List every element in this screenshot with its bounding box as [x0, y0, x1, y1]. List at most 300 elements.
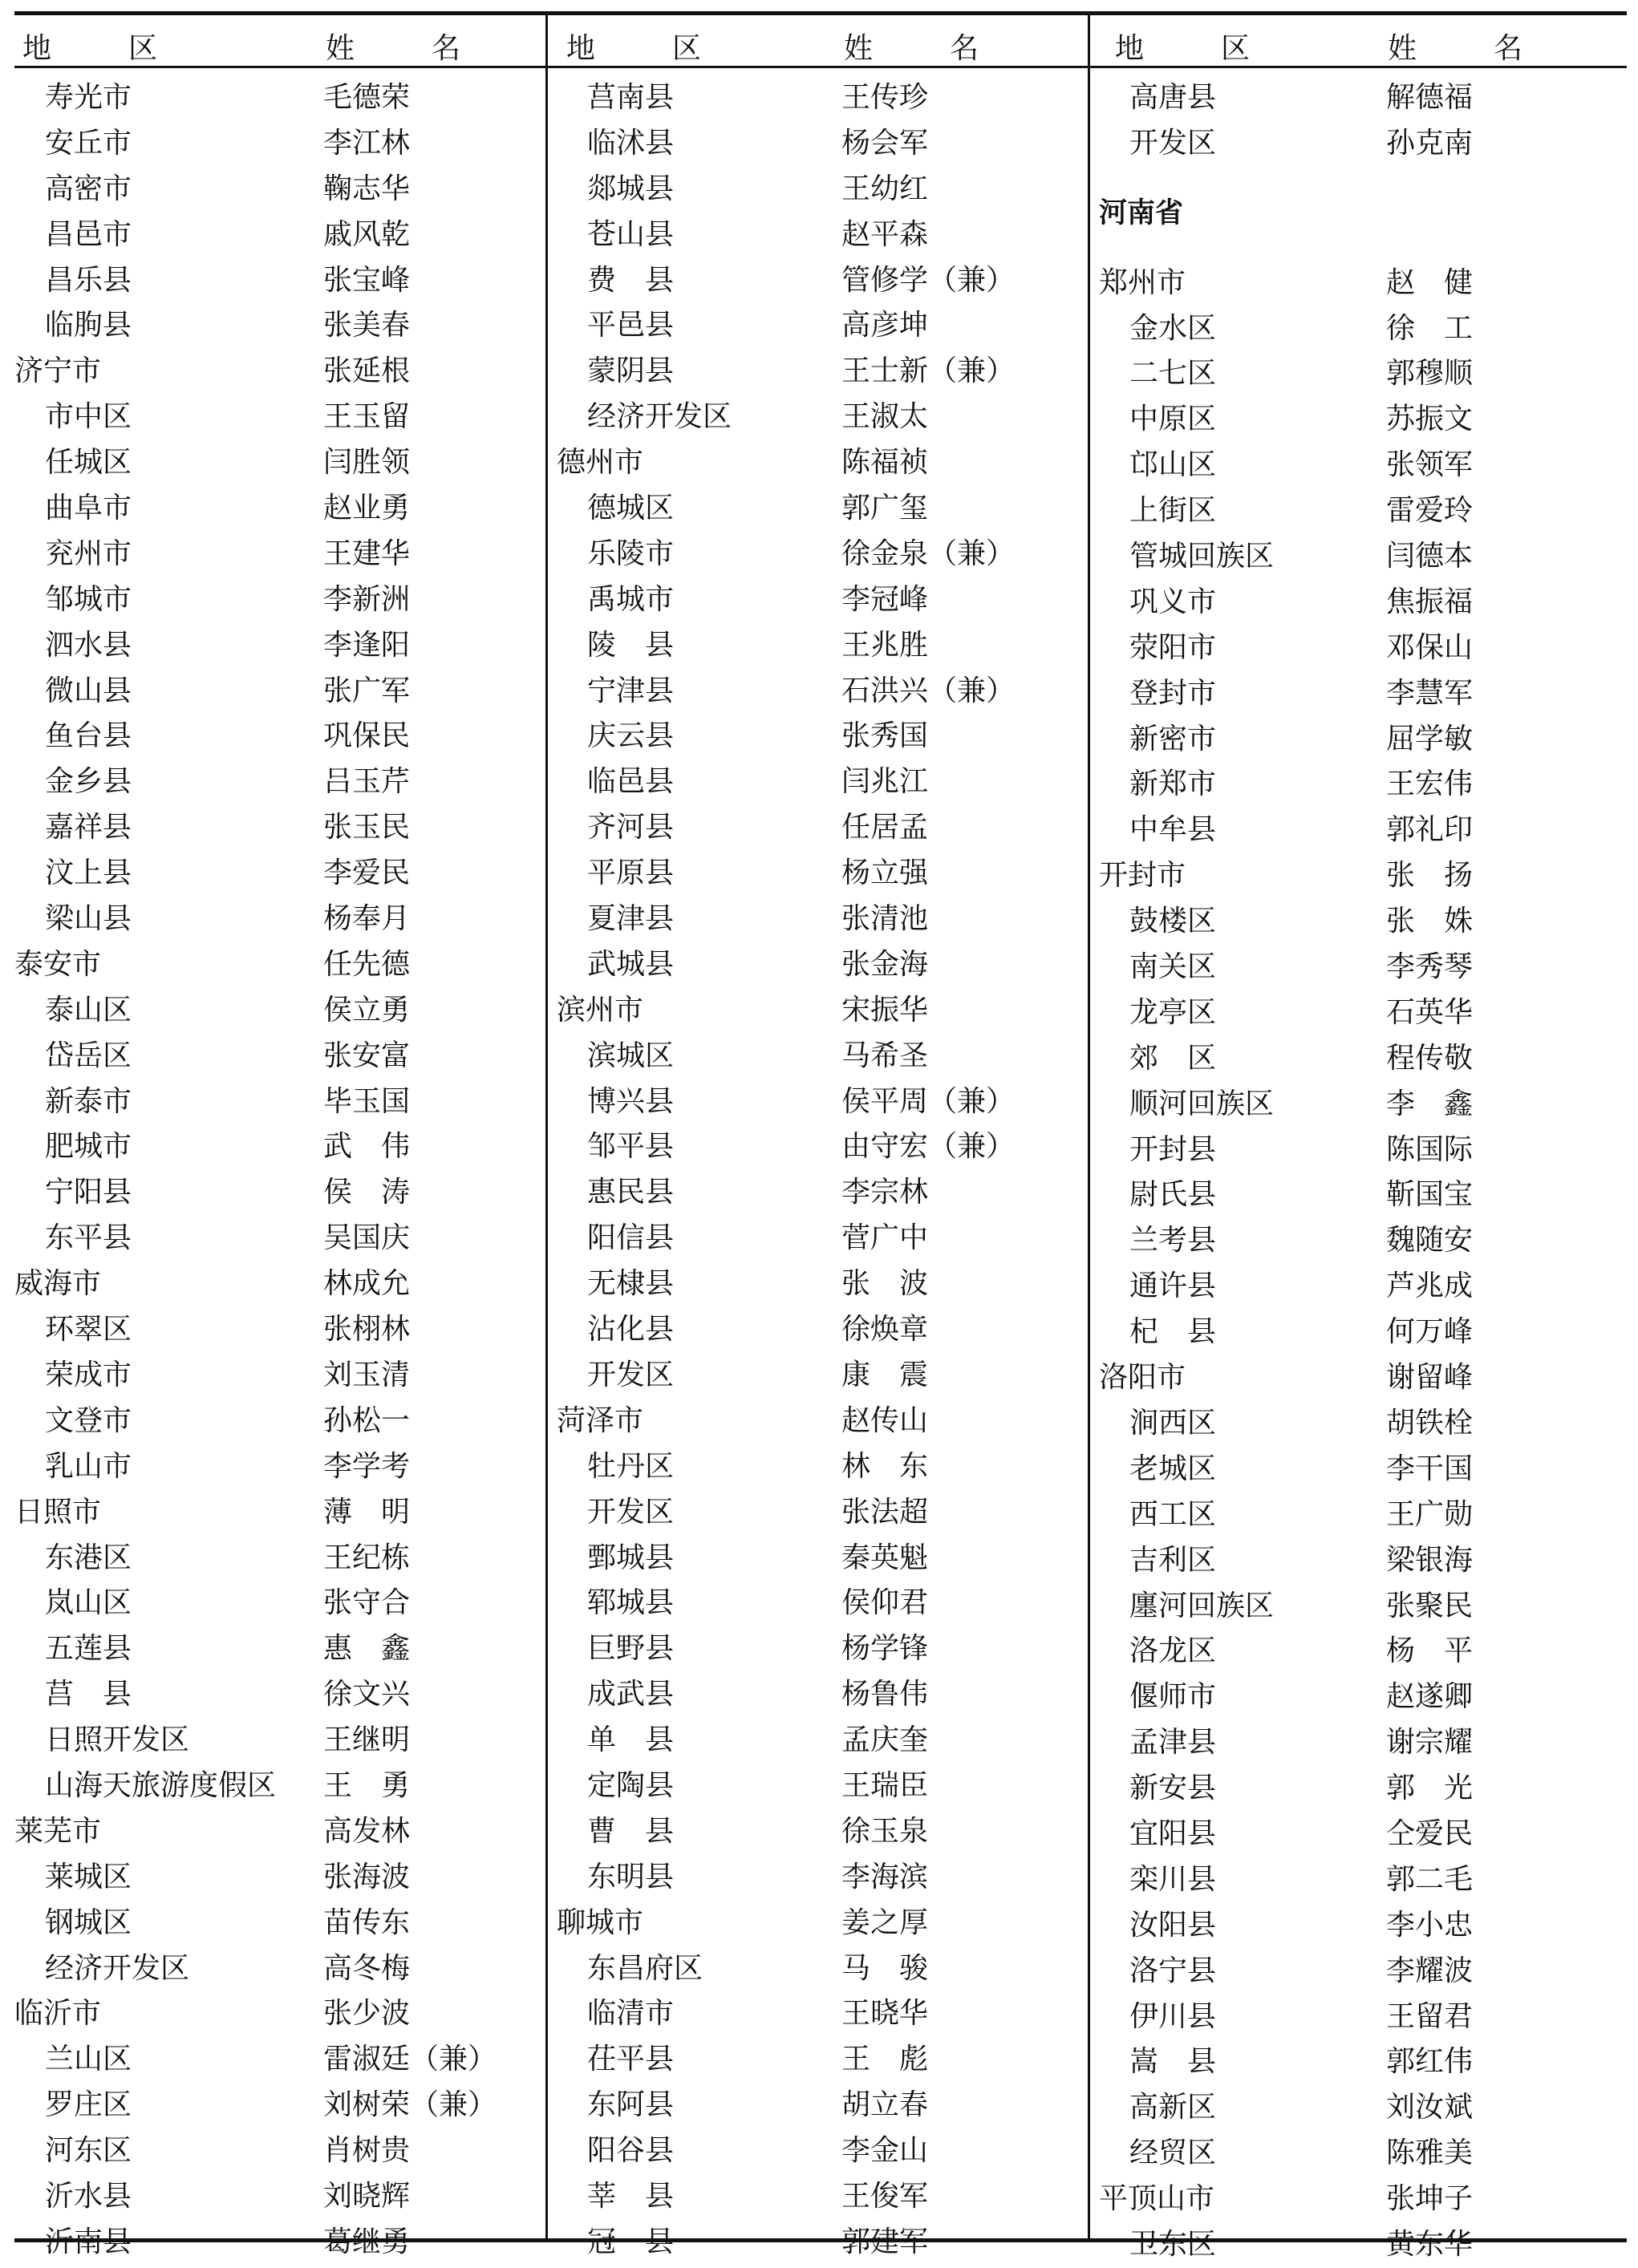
table-row: [1099, 1949, 1627, 1995]
region-cell: 西工区: [1129, 1497, 1217, 1531]
region-cell: 威海市: [14, 1267, 102, 1301]
table-row: [557, 1307, 1086, 1353]
table-row: [557, 1490, 1086, 1536]
table-row: [1099, 1447, 1627, 1492]
name-cell: 李耀波: [1386, 1954, 1474, 1987]
name-cell: 宋振华: [841, 993, 929, 1027]
table-row: [1099, 1995, 1627, 2040]
table-row: [14, 440, 544, 486]
name-cell: 李学考: [323, 1449, 411, 1483]
region-cell: 中牟县: [1129, 813, 1217, 847]
region-cell: 罗庄区: [45, 2088, 132, 2122]
name-cell: 芦兆成: [1386, 1270, 1474, 1303]
region-cell: 禹城市: [587, 582, 675, 616]
region-cell: 金乡县: [45, 765, 132, 799]
name-cell: 李金山: [841, 2134, 929, 2168]
name-cell: 赵平森: [841, 217, 929, 251]
table-row: [1099, 306, 1627, 352]
table-row: [1099, 2085, 1627, 2131]
name-cell: 张守合: [323, 1586, 411, 1620]
table-row: [557, 2037, 1086, 2083]
name-cell: 杨立强: [841, 857, 929, 890]
region-cell: 莘 县: [587, 2179, 675, 2213]
region-cell: 平顶山市: [1099, 2182, 1215, 2216]
name-cell: 邓保山: [1386, 630, 1474, 664]
name-cell: 高彦坤: [841, 309, 929, 342]
table-row: [557, 1809, 1086, 1855]
name-cell: 张聚民: [1386, 1589, 1474, 1622]
table-row: [14, 1444, 544, 1490]
name-cell: 孙松一: [323, 1403, 411, 1437]
region-cell: 东明县: [587, 1860, 675, 1893]
table-row: [14, 303, 544, 349]
table-row: [557, 759, 1086, 805]
region-cell: 汝阳县: [1129, 1908, 1217, 1942]
table-row: [557, 167, 1086, 213]
region-cell: 市中区: [45, 400, 132, 434]
region-cell: 郓城县: [587, 1586, 675, 1620]
region-cell: 荥阳市: [1129, 630, 1217, 664]
region-cell: 巨野县: [587, 1632, 675, 1666]
name-cell: 郭礼印: [1386, 813, 1474, 847]
region-cell: 寿光市: [45, 81, 132, 114]
table-row: [557, 988, 1086, 1034]
name-cell: 苗传东: [323, 1906, 411, 1939]
table-row: [14, 2174, 544, 2220]
region-cell: 洛龙区: [1129, 1634, 1217, 1668]
name-cell: 马 骏: [841, 1951, 929, 1985]
name-cell: 郭广玺: [841, 492, 929, 525]
name-cell: 苏振文: [1386, 403, 1474, 436]
table-row: [14, 1672, 544, 1718]
region-cell: 吉利区: [1129, 1543, 1217, 1577]
name-cell: 刘晓辉: [323, 2179, 411, 2213]
name-cell: 张美春: [323, 309, 411, 342]
region-cell: 济宁市: [14, 354, 102, 388]
region-cell: 日照市: [14, 1495, 102, 1529]
name-cell: 雷淑廷（兼）: [323, 2043, 497, 2076]
table-row: [557, 2220, 1086, 2266]
name-cell: 赵遂卿: [1386, 1680, 1474, 1714]
region-cell: 临沭县: [587, 126, 675, 160]
name-cell: 王传珍: [841, 81, 929, 114]
row-list: [14, 75, 544, 2266]
name-cell: 解德福: [1386, 81, 1474, 114]
table-row: [1099, 1310, 1627, 1355]
region-cell: 上街区: [1129, 494, 1217, 528]
table-row: [14, 1718, 544, 1764]
table-row: [1099, 580, 1627, 626]
table-row: [557, 303, 1086, 349]
region-cell: 费 县: [587, 263, 675, 297]
table-row: [14, 121, 544, 167]
name-cell: 靳国宝: [1386, 1178, 1474, 1212]
region-cell: 钢城区: [45, 1906, 132, 1939]
region-cell: 成武县: [587, 1678, 675, 1711]
table-row: [14, 714, 544, 759]
region-cell: 开发区: [587, 1358, 675, 1391]
name-cell: 杨奉月: [323, 902, 411, 936]
name-cell: 李新洲: [323, 582, 411, 616]
column-divider: [545, 11, 548, 2242]
table-row: [557, 486, 1086, 532]
table-row: [1099, 808, 1627, 853]
table-row: [1099, 75, 1627, 121]
name-cell: 孟庆奎: [841, 1723, 929, 1757]
region-cell: 临邑县: [587, 765, 675, 799]
table-row: [14, 1536, 544, 1582]
region-cell: 偃师市: [1129, 1680, 1217, 1714]
region-cell: 东平县: [45, 1221, 132, 1255]
name-cell: 刘树荣（兼）: [323, 2088, 497, 2122]
table-row: [14, 2220, 544, 2266]
table-row: [14, 1124, 544, 1170]
region-cell: 阳谷县: [587, 2134, 675, 2168]
region-cell: 开发区: [1129, 126, 1217, 160]
table-row: [14, 1809, 544, 1855]
region-header: 地 区: [566, 32, 726, 65]
region-cell: 定陶县: [587, 1768, 675, 1802]
region-cell: 新安县: [1129, 1772, 1217, 1805]
table-row: [1099, 762, 1627, 808]
region-cell: 经济开发区: [587, 400, 732, 434]
name-cell: 魏随安: [1386, 1224, 1474, 1258]
name-cell: 徐金泉（兼）: [841, 537, 1016, 570]
table-row: [557, 897, 1086, 942]
region-cell: 经贸区: [1129, 2136, 1217, 2170]
name-cell: 李爱民: [323, 857, 411, 890]
region-cell: 沾化县: [587, 1313, 675, 1347]
table-row: [557, 75, 1086, 121]
table-row: [557, 1718, 1086, 1764]
name-cell: 李小忠: [1386, 1908, 1474, 1942]
name-cell: 王幼红: [841, 172, 929, 205]
region-cell: 高密市: [45, 172, 132, 205]
name-cell: 杨 平: [1386, 1634, 1474, 1668]
name-cell: 张安富: [323, 1039, 411, 1072]
region-cell: 博兴县: [587, 1084, 675, 1118]
region-cell: 顺河回族区: [1129, 1087, 1275, 1120]
region-cell: 河东区: [45, 2134, 132, 2168]
region-cell: 德城区: [587, 492, 675, 525]
table-row: [1099, 899, 1627, 945]
table-row: [1099, 1720, 1627, 1766]
table-row: [14, 759, 544, 805]
name-cell: 石英华: [1386, 995, 1474, 1029]
name-cell: 郭 光: [1386, 1772, 1474, 1805]
table-row: [1099, 261, 1627, 306]
table-row: [14, 1855, 544, 1901]
name-cell: 徐玉泉: [841, 1814, 929, 1848]
region-cell: 开封县: [1129, 1132, 1217, 1166]
region-cell: 宁阳县: [45, 1176, 132, 1209]
name-cell: 由守宏（兼）: [841, 1130, 1016, 1164]
region-cell: 岱岳区: [45, 1039, 132, 1072]
table-row: [1099, 534, 1627, 580]
region-cell: 洛阳市: [1099, 1361, 1186, 1395]
region-cell: 兰山区: [45, 2043, 132, 2076]
table-row: [1099, 2222, 1627, 2268]
name-cell: 刘玉清: [323, 1358, 411, 1391]
name-cell: 任居孟: [841, 811, 929, 844]
name-cell: 王兆胜: [841, 628, 929, 662]
name-cell: 张 姝: [1386, 905, 1474, 938]
name-cell: 闫兆江: [841, 765, 929, 799]
region-cell: 老城区: [1129, 1452, 1217, 1485]
name-cell: 戚风乾: [323, 217, 411, 251]
region-cell: 鼓楼区: [1129, 905, 1217, 938]
region-cell: 宜阳县: [1129, 1816, 1217, 1850]
name-cell: 郭红伟: [1386, 2045, 1474, 2079]
table-row: [557, 1672, 1086, 1718]
table-row: [1099, 1812, 1627, 1857]
region-cell: 德州市: [557, 446, 644, 480]
region-cell: 山海天旅游度假区: [45, 1768, 277, 1802]
table-row: [14, 213, 544, 258]
table-row: [14, 167, 544, 213]
region-cell: 菏泽市: [557, 1403, 644, 1437]
region-cell: 南关区: [1129, 950, 1217, 984]
table-row: [14, 1399, 544, 1444]
table-row: [557, 349, 1086, 395]
table-row: [1099, 1584, 1627, 1630]
table-row: [1099, 671, 1627, 717]
region-cell: 临朐县: [45, 309, 132, 342]
name-cell: 闫胜领: [323, 446, 411, 480]
table-row: [14, 1991, 544, 2037]
region-cell: 苍山县: [587, 217, 675, 251]
region-cell: 安丘市: [45, 126, 132, 160]
column-header: [1099, 19, 1627, 66]
table-row: [14, 2128, 544, 2174]
table-row: [557, 1444, 1086, 1490]
region-cell: 郑州市: [1099, 265, 1186, 299]
table-row: [557, 395, 1086, 440]
name-cell: 张海波: [323, 1860, 411, 1893]
table-row: [14, 942, 544, 988]
name-cell: 林 东: [841, 1449, 929, 1483]
region-cell: 栾川县: [1129, 1862, 1217, 1896]
region-cell: 涧西区: [1129, 1406, 1217, 1440]
table-row: [557, 1764, 1086, 1809]
region-cell: 任城区: [45, 446, 132, 480]
region-cell: 经济开发区: [45, 1951, 190, 1985]
table-row: [1099, 1172, 1627, 1218]
table-row: [14, 1353, 544, 1399]
region-cell: 管城回族区: [1129, 540, 1275, 573]
table-row: [14, 1307, 544, 1353]
region-cell: 惠民县: [587, 1176, 675, 1209]
table-row: [557, 121, 1086, 167]
region-cell: 龙亭区: [1129, 995, 1217, 1029]
name-cell: 梁银海: [1386, 1543, 1474, 1577]
region-cell: 嘉祥县: [45, 811, 132, 844]
region-cell: 滨州市: [557, 993, 644, 1027]
table-row: [1099, 191, 1627, 237]
name-cell: 屈学敏: [1386, 722, 1474, 755]
region-cell: 伊川县: [1129, 1999, 1217, 2033]
region-cell: 肥城市: [45, 1130, 132, 1164]
name-cell: 杨会军: [841, 126, 929, 160]
name-cell: 高冬梅: [323, 1951, 411, 1985]
row-list: [557, 75, 1086, 2266]
region-cell: 日照开发区: [45, 1723, 190, 1757]
table-row: [1099, 1675, 1627, 1720]
table-row: [1099, 443, 1627, 488]
table-row: [557, 1946, 1086, 1992]
table-row: [557, 805, 1086, 851]
table-row: [14, 1764, 544, 1809]
table-row: [14, 395, 544, 440]
name-cell: 王 彪: [841, 2043, 929, 2076]
name-cell: 张延根: [323, 354, 411, 388]
region-cell: 梁山县: [45, 902, 132, 936]
region-cell: 庆云县: [587, 719, 675, 753]
region-cell: 孟津县: [1129, 1726, 1217, 1760]
name-header: 姓 名: [1388, 32, 1547, 65]
name-cell: 葛继勇: [323, 2225, 411, 2258]
table-row: [557, 714, 1086, 759]
region-cell: 邹平县: [587, 1130, 675, 1164]
table-row: [557, 1034, 1086, 1079]
table-row: [14, 851, 544, 897]
name-cell: 王继明: [323, 1723, 411, 1757]
name-cell: 王士新（兼）: [841, 354, 1016, 388]
region-cell: 环翠区: [45, 1313, 132, 1347]
table-row: [14, 1262, 544, 1307]
region-cell: 平原县: [587, 857, 675, 890]
region-cell: 二七区: [1129, 357, 1217, 391]
region-cell: 开封市: [1099, 859, 1186, 893]
table-row: [1099, 1766, 1627, 1812]
region-cell: 东港区: [45, 1541, 132, 1574]
name-cell: 姜之厚: [841, 1906, 929, 1939]
table-row: [1099, 237, 1627, 261]
table-row: [14, 258, 544, 304]
region-cell: 文登市: [45, 1403, 132, 1437]
name-cell: 徐 工: [1386, 311, 1474, 345]
table-row: [1099, 1218, 1627, 1264]
table-row: [557, 623, 1086, 669]
region-cell: 东昌府区: [587, 1951, 703, 1985]
region-cell: 冠 县: [587, 2225, 675, 2258]
name-cell: 张清池: [841, 902, 929, 936]
table-row: [14, 1034, 544, 1079]
region-cell: 通许县: [1129, 1270, 1217, 1303]
table-row: [557, 1124, 1086, 1170]
name-cell: 张 波: [841, 1267, 929, 1301]
table-row: [557, 1855, 1086, 1901]
name-cell: 郭建军: [841, 2225, 929, 2258]
table-column-1: [14, 11, 544, 2258]
table-row: [557, 258, 1086, 304]
column-divider: [1088, 11, 1090, 2242]
name-cell: 李逢阳: [323, 628, 411, 662]
region-cell: 聊城市: [557, 1906, 644, 1939]
name-cell: 菅广中: [841, 1221, 929, 1255]
name-cell: 陈雅美: [1386, 2136, 1474, 2170]
table-row: [1099, 2177, 1627, 2222]
name-cell: 胡立春: [841, 2088, 929, 2122]
name-cell: 闫德本: [1386, 540, 1474, 573]
name-cell: 马希圣: [841, 1039, 929, 1072]
region-cell: 郯城县: [587, 172, 675, 205]
table-row: [1099, 1629, 1627, 1675]
name-cell: 吕玉芹: [323, 765, 411, 799]
name-cell: 王瑞臣: [841, 1768, 929, 1802]
region-cell: 泰安市: [14, 947, 102, 981]
table-row: [1099, 990, 1627, 1036]
region-cell: 洛宁县: [1129, 1954, 1217, 1987]
region-cell: 茌平县: [587, 2043, 675, 2076]
name-cell: 王留君: [1386, 1999, 1474, 2033]
name-cell: 武 伟: [323, 1130, 411, 1164]
region-cell: 五莲县: [45, 1632, 132, 1666]
name-cell: 郭二毛: [1386, 1862, 1474, 1896]
table-row: [1099, 2131, 1627, 2177]
name-cell: 康 震: [841, 1358, 929, 1391]
name-cell: 焦振福: [1386, 585, 1474, 618]
table-row: [14, 1946, 544, 1992]
table-row: [1099, 1401, 1627, 1447]
name-cell: 毕玉国: [323, 1084, 411, 1118]
name-cell: 赵传山: [841, 1403, 929, 1437]
name-cell: 张玉民: [323, 811, 411, 844]
table-row: [557, 2128, 1086, 2174]
table-row: [557, 2083, 1086, 2128]
name-cell: 郭穆顺: [1386, 357, 1474, 391]
column-header: [14, 19, 544, 66]
name-cell: 侯平周（兼）: [841, 1084, 1016, 1118]
table-row: [1099, 1264, 1627, 1310]
table-row: [1099, 853, 1627, 899]
region-cell: 巩义市: [1129, 585, 1217, 618]
table-row: [1099, 1128, 1627, 1173]
table-row: [557, 1901, 1086, 1946]
table-column-2: [557, 11, 1086, 2258]
region-cell: 乐陵市: [587, 537, 675, 570]
table-row: [14, 1079, 544, 1125]
name-cell: 张广军: [323, 674, 411, 707]
table-row: [14, 1216, 544, 1262]
region-cell: 金水区: [1129, 311, 1217, 345]
directory-table: [14, 11, 1627, 2261]
table-row: [14, 349, 544, 395]
name-cell: 杨鲁伟: [841, 1678, 929, 1711]
region-cell: 荣成市: [45, 1358, 132, 1391]
table-row: [557, 1399, 1086, 1444]
region-cell: 宁津县: [587, 674, 675, 707]
region-cell: 滨城区: [587, 1039, 675, 1072]
name-cell: 李秀琴: [1386, 950, 1474, 984]
region-cell: 齐河县: [587, 811, 675, 844]
table-row: [14, 2083, 544, 2128]
table-row: [557, 577, 1086, 623]
region-cell: 陵 县: [587, 628, 675, 662]
table-row: [14, 1581, 544, 1626]
name-cell: 王宏伟: [1386, 767, 1474, 801]
region-cell: 高新区: [1129, 2091, 1217, 2124]
region-cell: 嵩 县: [1129, 2045, 1217, 2079]
table-row: [1099, 1857, 1627, 1903]
table-row: [14, 669, 544, 715]
table-row: [557, 532, 1086, 577]
name-cell: 李海滨: [841, 1860, 929, 1893]
region-cell: 尉氏县: [1129, 1178, 1217, 1212]
table-row: [14, 486, 544, 532]
name-cell: 杨学锋: [841, 1632, 929, 1666]
region-cell: 登封市: [1129, 676, 1217, 710]
